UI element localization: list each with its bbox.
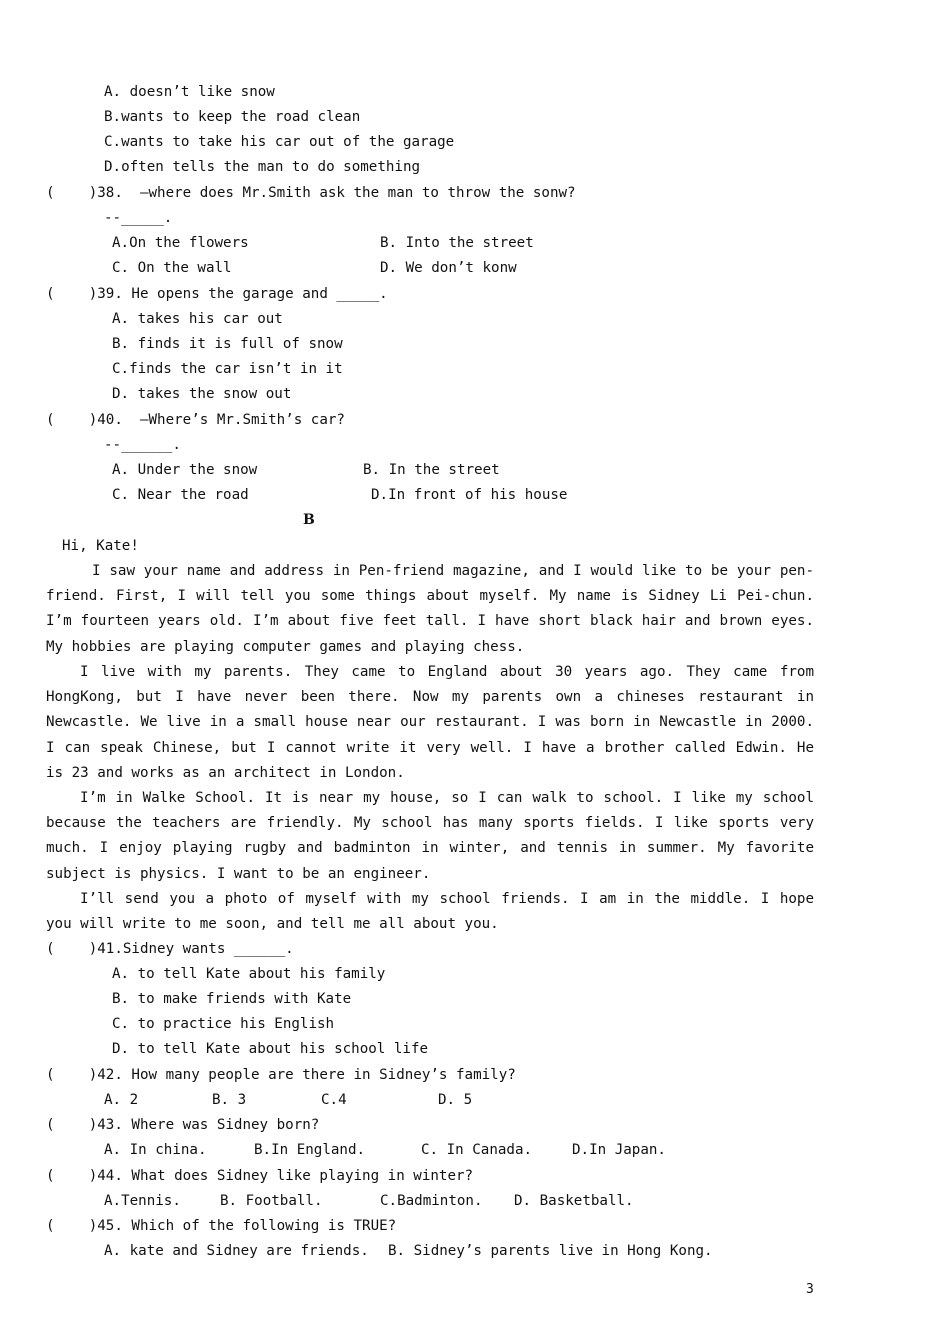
q45-stem: ( )45. Which of the following is TRUE? (46, 1218, 397, 1234)
q40-option-c: C. Near the road (112, 487, 249, 503)
letter-paragraph-3: I’m in Walke School. It is near my house, so I can walk to school. I like my school because the teachers are friendly. My school has many sports fields. I like sports very much. I enjoy playing rugby and badminton in winter, and tennis in summer. My favorite subject is physics. I want to be an engineer. (46, 790, 814, 882)
q43-option-d: D.In Japan. (572, 1142, 666, 1158)
q44-option-d: D. Basketball. (514, 1193, 634, 1209)
q40-stem: ( )40. –Where’s Mr.Smith’s car? (46, 412, 345, 428)
section-b-heading: B (303, 512, 315, 528)
page-number: 3 (806, 1282, 814, 1297)
q40-option-a: A. Under the snow (112, 462, 258, 478)
q41-stem: ( )41.Sidney wants ______. (46, 941, 294, 957)
q44-stem: ( )44. What does Sidney like playing in winter? (46, 1168, 474, 1184)
q39-option-b: B. finds it is full of snow (112, 336, 343, 352)
q40-answer-line: --______. (104, 437, 181, 453)
q37-option-a: A. doesn’t like snow (104, 84, 275, 100)
q37-option-c: C.wants to take his car out of the garage (104, 134, 455, 150)
q39-option-a: A. takes his car out (112, 311, 283, 327)
q41-option-b: B. to make friends with Kate (112, 991, 352, 1007)
q38-option-a: A.On the flowers (112, 235, 249, 251)
q37-option-d: D.often tells the man to do something (104, 159, 421, 175)
q37-option-b: B.wants to keep the road clean (104, 109, 361, 125)
q39-option-d: D. takes the snow out (112, 386, 292, 402)
q42-option-b: B. 3 (212, 1092, 247, 1108)
q38-option-b: B. Into the street (380, 235, 534, 251)
q42-stem: ( )42. How many people are there in Sidney’s family? (46, 1067, 516, 1083)
q44-option-c: C.Badminton. (380, 1193, 483, 1209)
letter-greeting: Hi, Kate! (62, 538, 139, 554)
q42-option-c: C.4 (321, 1092, 347, 1108)
q42-option-a: A. 2 (104, 1092, 139, 1108)
letter-paragraph-2: I live with my parents. They came to England about 30 years ago. They came from HongKong, but I have never been there. Now my parents own a chineses restaurant in Newcastle. We live in a small house near our restaurant. I was born in Newcastle in 2000. I can speak Chinese, but I cannot write it very well. I have a brother called Edwin. He is 23 and works as an architect in London. (46, 664, 814, 781)
q43-option-a: A. In china. (104, 1142, 207, 1158)
q38-option-c: C. On the wall (112, 260, 232, 276)
letter-paragraph-4: I’ll send you a photo of myself with my school friends. I am in the middle. I hope you will write to me soon, and tell me all about you. (46, 891, 814, 933)
q40-option-d: D.In front of his house (371, 487, 568, 503)
q43-option-c: C. In Canada. (421, 1142, 533, 1158)
q45-option-b: B. Sidney’s parents live in Hong Kong. (388, 1243, 713, 1259)
q41-option-d: D. to tell Kate about his school life (112, 1041, 429, 1057)
letter-paragraph-1: I saw your name and address in Pen-friend magazine, and I would like to be your pen-friend. First, I will tell you some things about myself. My name is Sidney Li Pei-chun. I’m fourteen years old. I’m about five feet tall. I have short black hair and brown eyes. My hobbies are playing computer games and playing chess. (46, 563, 814, 655)
q41-option-a: A. to tell Kate about his family (112, 966, 386, 982)
q40-option-b: B. In the street (363, 462, 500, 478)
q38-stem: ( )38. –where does Mr.Smith ask the man to throw the sonw? (46, 185, 576, 201)
q44-option-a: A.Tennis. (104, 1193, 181, 1209)
q42-option-d: D. 5 (438, 1092, 473, 1108)
q44-option-b: B. Football. (220, 1193, 323, 1209)
q38-option-d: D. We don’t konw (380, 260, 517, 276)
q45-option-a: A. kate and Sidney are friends. (104, 1243, 369, 1259)
q38-answer-line: --_____. (104, 210, 173, 226)
q43-stem: ( )43. Where was Sidney born? (46, 1117, 320, 1133)
q39-stem: ( )39. He opens the garage and _____. (46, 286, 388, 302)
q41-option-c: C. to practice his English (112, 1016, 335, 1032)
q43-option-b: B.In England. (254, 1142, 366, 1158)
q39-option-c: C.finds the car isn’t in it (112, 361, 343, 377)
